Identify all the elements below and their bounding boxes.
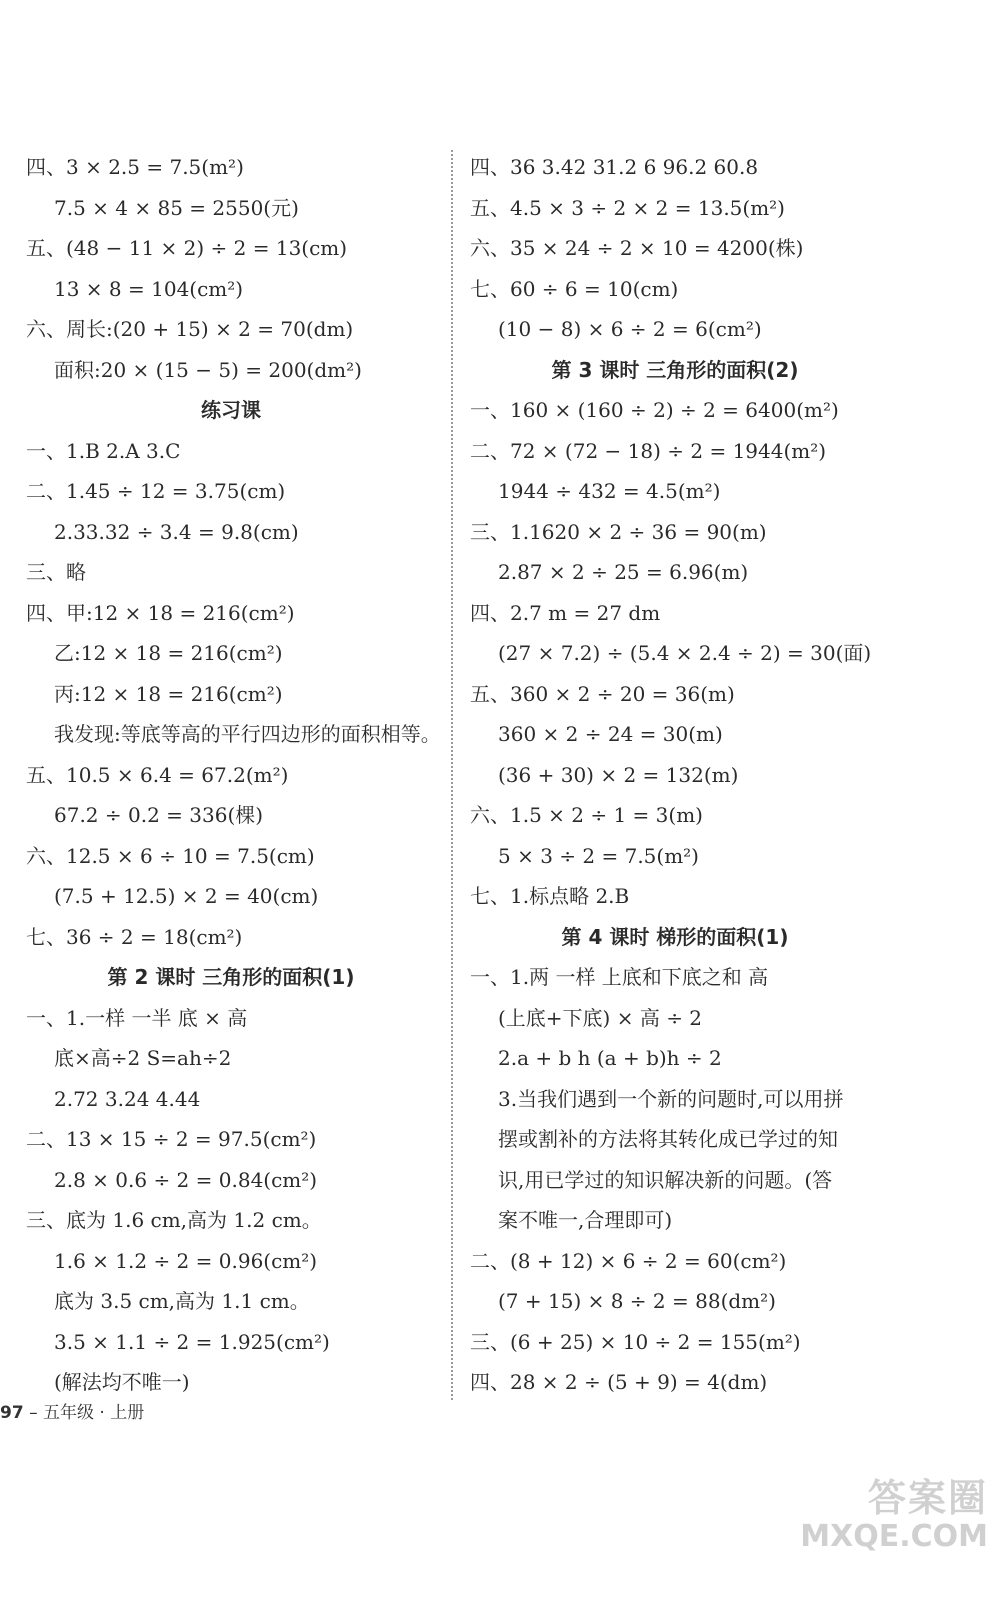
answer-line: 2.72 3.24 4.44	[54, 1086, 201, 1111]
answer-line: 六、12.5 × 6 ÷ 10 = 7.5(cm)	[26, 843, 315, 868]
page-footer: 97 – 五年级 · 上册	[0, 1403, 145, 1423]
right-answer-column	[470, 147, 980, 1403]
answer-line: 3.当我们遇到一个新的问题时,可以用拼	[498, 1086, 844, 1111]
answer-line: 七、60 ÷ 6 = 10(cm)	[470, 276, 679, 301]
answer-line: 二、1.45 ÷ 12 = 3.75(cm)	[26, 479, 286, 503]
answer-line: 乙:12 × 18 = 216(cm²)	[54, 641, 283, 665]
answer-line: 三、1.1620 × 2 ÷ 36 = 90(m)	[470, 519, 767, 544]
answer-line: 六、1.5 × 2 ÷ 1 = 3(m)	[470, 803, 703, 827]
answer-line: 3.5 × 1.1 ÷ 2 = 1.925(cm²)	[54, 1329, 330, 1354]
answer-line: 摆或割补的方法将其转化成已学过的知	[498, 1127, 838, 1151]
answer-line: 1944 ÷ 432 = 4.5(m²)	[498, 479, 721, 503]
answer-line: (10 − 8) × 6 ÷ 2 = 6(cm²)	[498, 317, 762, 341]
answer-line: 2.87 × 2 ÷ 25 = 6.96(m)	[498, 560, 749, 584]
answer-line: 六、周长:(20 + 15) × 2 = 70(dm)	[26, 317, 354, 341]
answer-line: 四、3 × 2.5 = 7.5(m²)	[26, 155, 244, 179]
answer-line: 二、13 × 15 ÷ 2 = 97.5(cm²)	[26, 1127, 317, 1151]
answer-line: 五、10.5 × 6.4 = 67.2(m²)	[26, 762, 289, 787]
answer-line: 三、底为 1.6 cm,高为 1.2 cm。	[26, 1208, 322, 1232]
answer-line: 三、(6 + 25) × 10 ÷ 2 = 155(m²)	[470, 1329, 801, 1354]
site-watermark	[800, 1478, 988, 1553]
answer-line: 5 × 3 ÷ 2 = 7.5(m²)	[498, 843, 699, 868]
answer-line: 二、72 × (72 − 18) ÷ 2 = 1944(m²)	[470, 438, 827, 463]
answer-line: (上底+下底) × 高 ÷ 2	[498, 1005, 703, 1030]
left-answer-column	[26, 147, 446, 1403]
answer-line: 2.8 × 0.6 ÷ 2 = 0.84(cm²)	[54, 1167, 318, 1192]
answer-line: 四、36 3.42 31.2 6 96.2 60.8	[470, 155, 759, 179]
section-heading: 第 3 课时 三角形的面积(2)	[551, 357, 799, 382]
answer-line: 识,用已学过的知识解决新的问题。(答	[498, 1167, 833, 1192]
section-heading: 第 4 课时 梯形的面积(1)	[561, 924, 789, 949]
answer-line: 四、甲:12 × 18 = 216(cm²)	[26, 600, 295, 625]
answer-line: 四、2.7 m = 27 dm	[470, 600, 661, 625]
answer-line: (27 × 7.2) ÷ (5.4 × 2.4 ÷ 2) = 30(面)	[498, 641, 872, 665]
section-heading: 第 2 课时 三角形的面积(1)	[107, 965, 355, 989]
answer-line: 六、35 × 24 ÷ 2 × 10 = 4200(株)	[470, 236, 804, 260]
answer-line: 四、28 × 2 ÷ (5 + 9) = 4(dm)	[470, 1370, 768, 1394]
answer-line: 五、360 × 2 ÷ 20 = 36(m)	[470, 681, 735, 706]
answer-line: 五、4.5 × 3 ÷ 2 × 2 = 13.5(m²)	[470, 195, 785, 220]
grade-label: 五年级 · 上册	[42, 1403, 145, 1423]
answer-line: 1.6 × 1.2 ÷ 2 = 0.96(cm²)	[54, 1248, 318, 1273]
section-heading: 练习课	[201, 398, 261, 422]
page-number: 97	[0, 1403, 24, 1423]
answer-line: (36 + 30) × 2 = 132(m)	[498, 762, 739, 787]
answer-line: 一、160 × (160 ÷ 2) ÷ 2 = 6400(m²)	[470, 398, 839, 422]
answer-line: 案不唯一,合理即可)	[498, 1208, 673, 1232]
answer-line: 13 × 8 = 104(cm²)	[54, 276, 244, 301]
answer-line: 我发现:等底等高的平行四边形的面积相等。	[54, 722, 441, 746]
column-divider	[451, 150, 453, 1400]
answer-line: 丙:12 × 18 = 216(cm²)	[54, 681, 283, 706]
watermark-logo-text: 答案圈	[867, 1476, 988, 1520]
answer-line: 一、1.一样 一半 底 × 高	[26, 1005, 248, 1030]
answer-line: 360 × 2 ÷ 24 = 30(m)	[498, 722, 723, 746]
answer-line: (7 + 15) × 8 ÷ 2 = 88(dm²)	[498, 1289, 776, 1313]
answer-line: (7.5 + 12.5) × 2 = 40(cm)	[54, 884, 319, 908]
answer-line: 面积:20 × (15 − 5) = 200(dm²)	[54, 357, 362, 382]
answer-line: (解法均不唯一)	[54, 1370, 190, 1394]
answer-line: 二、(8 + 12) × 6 ÷ 2 = 60(cm²)	[470, 1248, 787, 1273]
answer-line: 2.a + b h (a + b)h ÷ 2	[498, 1046, 722, 1070]
answer-line: 底为 3.5 cm,高为 1.1 cm。	[54, 1289, 310, 1313]
answer-line: 2.33.32 ÷ 3.4 = 9.8(cm)	[54, 519, 299, 544]
answer-line: 一、1.两 一样 上底和下底之和 高	[470, 965, 769, 989]
answer-line: 七、36 ÷ 2 = 18(cm²)	[26, 924, 243, 949]
watermark-url: MXQE.COM	[800, 1518, 988, 1554]
answer-line: 七、1.标点略 2.B	[470, 884, 630, 908]
answer-line: 五、(48 − 11 × 2) ÷ 2 = 13(cm)	[26, 236, 348, 260]
answer-line: 67.2 ÷ 0.2 = 336(棵)	[54, 803, 264, 827]
answer-line: 7.5 × 4 × 85 = 2550(元)	[54, 195, 299, 220]
answer-line: 底×高÷2 S=ah÷2	[54, 1046, 232, 1070]
answer-line: 一、1.B 2.A 3.C	[26, 438, 181, 463]
answer-line: 三、略	[26, 560, 86, 584]
